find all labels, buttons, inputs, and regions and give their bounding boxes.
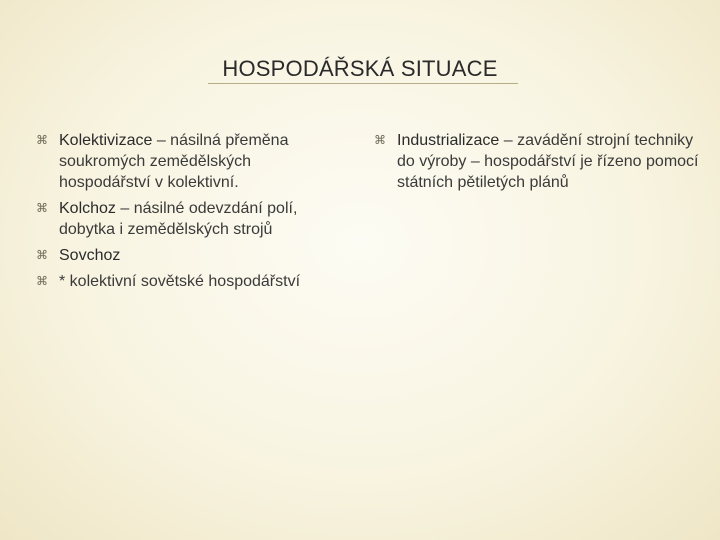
bullet-item-kolektivizace: [36, 130, 336, 193]
bullet-term: Industrializace: [397, 132, 500, 149]
x-cross-bullet-icon: ⌘: [374, 133, 386, 147]
bullet-item-sovchoz-note: [36, 271, 336, 292]
left-bullet-list: [36, 130, 336, 297]
bullet-term: Kolchoz: [59, 200, 116, 217]
title-underline: [208, 83, 518, 84]
bullet-text: * kolektivní sovětské hospodářství: [59, 273, 301, 290]
bullet-text: – násilné odevzdání polí, dobytka i zemědělských strojů: [59, 200, 298, 238]
bullet-term: Kolektivizace: [59, 132, 153, 149]
bullet-item-kolchoz: [36, 198, 336, 240]
bullet-term: Sovchoz: [59, 247, 121, 264]
right-bullet-list: [374, 130, 704, 198]
slide-title: HOSPODÁŘSKÁ SITUACE: [222, 56, 498, 81]
x-cross-bullet-icon: ⌘: [36, 248, 48, 262]
bullet-item-sovchoz: [36, 245, 336, 266]
bullet-item-industrializace: [374, 130, 704, 193]
x-cross-bullet-icon: ⌘: [36, 201, 48, 215]
bullet-text: – násilná přeměna soukromých zemědělských hospodářství v kolektivní.: [59, 132, 289, 191]
bullet-text: – zavádění strojní techniky do výroby – hospodářství je řízeno pomocí státních pětiletých plánů: [397, 132, 699, 191]
x-cross-bullet-icon: ⌘: [36, 133, 48, 147]
x-cross-bullet-icon: ⌘: [36, 274, 48, 288]
